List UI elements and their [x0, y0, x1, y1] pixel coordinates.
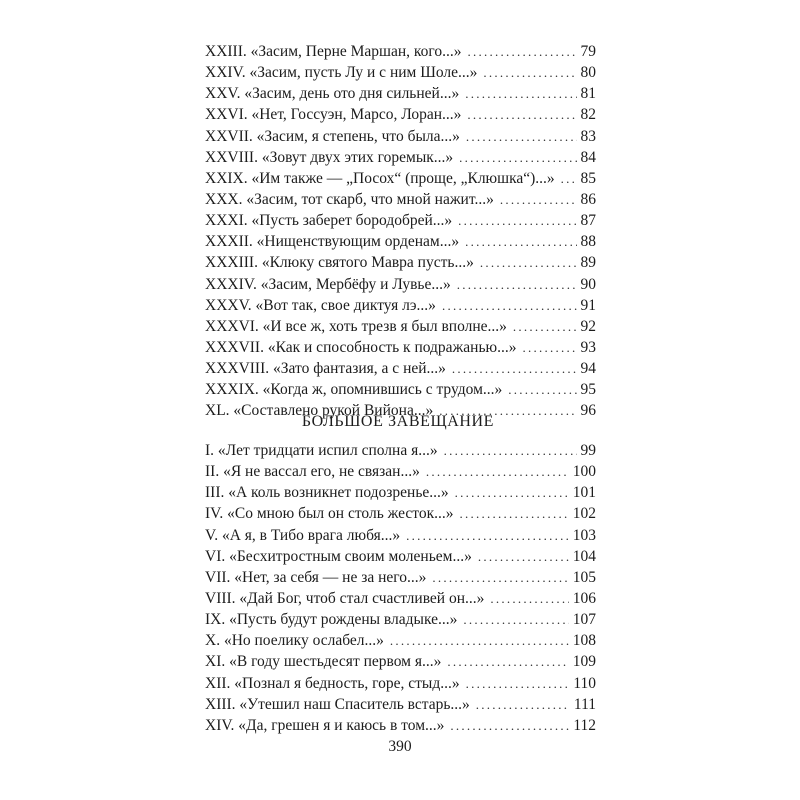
toc-entry-page: 107 — [572, 611, 596, 629]
toc-entry-title: V. «А я, в Тибо врага любя...» — [205, 526, 401, 544]
toc-entry[interactable] — [205, 106, 596, 127]
toc-entry[interactable] — [205, 527, 596, 548]
toc-entry-title: VII. «Нет, за себя — не за него...» — [205, 568, 427, 586]
toc-entry-title: X. «Но поелику ослабел...» — [205, 632, 384, 650]
toc-entry[interactable] — [205, 675, 596, 696]
toc-entry[interactable] — [205, 297, 596, 318]
toc-entry-title: XI. «В году шестьдесят первом я...» — [205, 653, 442, 671]
toc-entry-title: XXVII. «Засим, я степень, что была...» — [205, 127, 460, 145]
toc-entry-title: XXXV. «Вот так, свое диктуя лэ...» — [205, 296, 436, 314]
page-number — [0, 738, 800, 756]
toc-entry-page: 81 — [580, 85, 596, 103]
toc-entry-title: II. «Я не вассал его, не связан...» — [205, 463, 420, 481]
toc-entry-page: 89 — [580, 254, 596, 272]
toc-entry[interactable] — [205, 233, 596, 254]
dot-leader — [426, 464, 569, 480]
toc-entry[interactable] — [205, 653, 596, 674]
toc-entry-page: 95 — [580, 381, 596, 399]
dot-leader — [450, 718, 569, 734]
toc-entry-page: 112 — [573, 716, 596, 734]
dot-leader — [522, 340, 576, 356]
toc-entry-page: 79 — [580, 43, 596, 60]
section-heading — [0, 413, 800, 431]
dot-leader — [476, 697, 570, 713]
toc-entry[interactable] — [205, 463, 596, 484]
toc-entry-page: 91 — [580, 296, 596, 314]
toc-entry[interactable] — [205, 191, 596, 212]
toc-entry-page: 102 — [572, 505, 596, 523]
toc-entry-title: VIII. «Дай Бог, чтоб стал счастливей он...» — [205, 589, 485, 607]
dot-leader — [460, 506, 569, 522]
toc-entry[interactable] — [205, 149, 596, 170]
toc-entry-title: XIV. «Да, грешен я и каюсь в том...» — [205, 716, 445, 734]
toc-entry[interactable] — [205, 611, 596, 632]
toc-entry-title: XXV. «Засим, день ото дня сильней...» — [205, 85, 460, 103]
toc-entry[interactable] — [205, 212, 596, 233]
toc-entry-title: XXXVIII. «Зато фантазия, а с ней...» — [205, 360, 446, 378]
dot-leader — [432, 570, 568, 586]
toc-entry[interactable] — [205, 717, 596, 738]
dot-leader — [442, 298, 577, 314]
toc-entry-page: 96 — [580, 402, 596, 420]
toc-entry-page: 93 — [580, 338, 596, 356]
dot-leader — [447, 654, 568, 670]
toc-entry-page: 101 — [572, 484, 596, 502]
toc-entry[interactable] — [205, 381, 596, 402]
toc-entry-page: 104 — [572, 547, 596, 565]
toc-entry-title: XXXIII. «Клюку святого Мавра пусть...» — [205, 254, 474, 272]
dot-leader — [459, 150, 576, 166]
toc-entry[interactable] — [205, 170, 596, 191]
toc-entry[interactable] — [205, 360, 596, 381]
toc-entry-page: 100 — [572, 463, 596, 481]
toc-entry-title: XXXIX. «Когда ж, опомнившись с трудом...» — [205, 381, 503, 399]
dot-leader — [467, 44, 576, 60]
dot-leader — [561, 171, 577, 187]
toc-entry[interactable] — [205, 442, 596, 463]
toc-entry-title: XXIV. «Засим, пусть Лу и с ним Шоле...» — [205, 64, 478, 82]
page-number-text: 390 — [388, 738, 412, 755]
dot-leader — [465, 234, 576, 250]
toc-entry[interactable] — [205, 254, 596, 275]
toc-entry-title: XL. «Составлено рукой Вийона...» — [205, 402, 434, 420]
toc-entry-title: IV. «Со мною был он столь жесток...» — [205, 505, 454, 523]
toc-entry-page: 90 — [580, 275, 596, 293]
toc-entry-page: 84 — [580, 148, 596, 166]
toc-entry-title: XXXII. «Нищенствующим орденам...» — [205, 233, 460, 251]
toc-entry-page: 111 — [573, 695, 596, 713]
dot-leader — [483, 65, 576, 81]
toc-entry-page: 92 — [580, 317, 596, 335]
dot-leader — [390, 633, 569, 649]
dot-leader — [463, 612, 568, 628]
toc-entry-title: XXIX. «Им также — „Посох“ (проще, „Клюшка“)...» — [205, 169, 555, 187]
toc-entry[interactable] — [205, 339, 596, 360]
toc-entry-title: XXXVII. «Как и способность к подражанью...» — [205, 338, 517, 356]
toc-entry[interactable] — [205, 128, 596, 149]
toc-entry-page: 109 — [572, 653, 596, 671]
toc-entry-page: 82 — [580, 106, 596, 124]
dot-leader — [513, 319, 577, 335]
toc-entry-page: 103 — [572, 526, 596, 544]
toc-entry[interactable] — [205, 548, 596, 569]
dot-leader — [458, 213, 576, 229]
toc-entry[interactable] — [205, 64, 596, 85]
toc-entry-title: XXVIII. «Зовут двух этих горемык...» — [205, 148, 454, 166]
toc-entry-title: I. «Лет тридцати испил сполна я...» — [205, 442, 438, 459]
dot-leader — [444, 443, 577, 459]
toc-entry-page: 94 — [580, 360, 596, 378]
toc-entry-title: XXIII. «Засим, Перне Маршан, кого...» — [205, 43, 462, 60]
toc-entry-page: 106 — [572, 589, 596, 607]
dot-leader — [490, 591, 568, 607]
toc-entry-page: 105 — [572, 568, 596, 586]
dot-leader — [466, 129, 577, 145]
section-heading-text: БОЛЬШОЕ ЗАВЕЩАНИЕ — [301, 413, 495, 430]
dot-leader — [465, 86, 576, 102]
toc-entry-title: IX. «Пусть будут рождены владыке...» — [205, 611, 458, 629]
toc-entry[interactable] — [205, 484, 596, 505]
dot-leader — [455, 485, 569, 501]
toc-entry[interactable] — [205, 569, 596, 590]
toc-entry-page: 99 — [580, 442, 596, 459]
toc-entry-page: 88 — [580, 233, 596, 251]
toc-entry-page: 86 — [580, 190, 596, 208]
dot-leader — [466, 676, 570, 692]
dot-leader — [452, 361, 577, 377]
toc-entry-page: 87 — [580, 212, 596, 230]
toc-entry-title: XXXIV. «Засим, Мербёфу и Лувье...» — [205, 275, 451, 293]
toc-entry[interactable] — [205, 590, 596, 611]
toc-entry-title: XXVI. «Нет, Госсуэн, Марсо, Лоран...» — [205, 106, 462, 124]
toc-entry-page: 110 — [573, 674, 596, 692]
toc-entry-page: 83 — [580, 127, 596, 145]
dot-leader — [500, 192, 577, 208]
dot-leader — [508, 382, 576, 398]
toc-entry[interactable] — [205, 43, 596, 64]
toc-entry-title: XXXI. «Пусть заберет бородобрей...» — [205, 212, 453, 230]
dot-leader — [478, 549, 569, 565]
toc-entry[interactable] — [205, 85, 596, 106]
toc-entry-title: XXX. «Засим, тот скарб, что мной нажит...» — [205, 190, 494, 208]
toc-list-great-testament — [205, 442, 596, 738]
toc-entry-page: 80 — [580, 64, 596, 82]
dot-leader — [467, 107, 576, 123]
toc-list-small-testament — [205, 43, 596, 424]
toc-entry-title: XXXVI. «И все ж, хоть трезв я был вполне...» — [205, 317, 507, 335]
toc-entry-title: XIII. «Утешил наш Спаситель встарь...» — [205, 695, 470, 713]
dot-leader — [480, 255, 577, 271]
dot-leader — [406, 528, 569, 544]
toc-entry[interactable] — [205, 632, 596, 653]
toc-entry[interactable] — [205, 696, 596, 717]
dot-leader — [457, 277, 577, 293]
toc-entry-title: XII. «Познал я бедность, горе, стыд...» — [205, 674, 460, 692]
toc-entry[interactable] — [205, 318, 596, 339]
toc-entry[interactable] — [205, 276, 596, 297]
toc-entry-title: III. «А коль возникнет подозренье...» — [205, 484, 449, 502]
toc-entry-title: VI. «Бесхитростным своим моленьем...» — [205, 547, 472, 565]
toc-entry-page: 108 — [572, 632, 596, 650]
toc-entry-page: 85 — [580, 169, 596, 187]
toc-entry[interactable] — [205, 505, 596, 526]
